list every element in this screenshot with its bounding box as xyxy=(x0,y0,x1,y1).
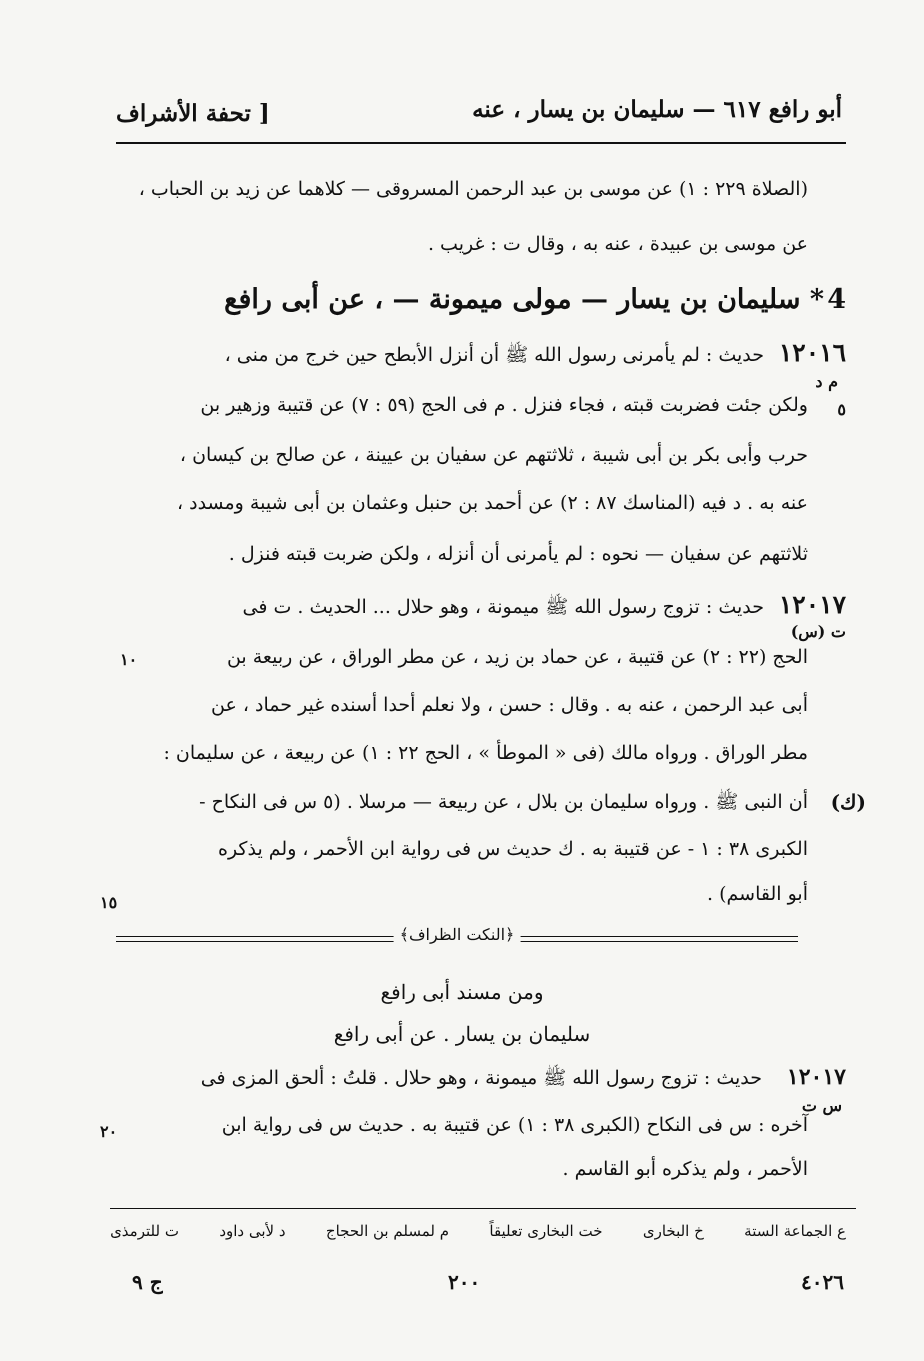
text-line: عن موسى بن عبيدة ، عنه به ، وقال ت : غريب . xyxy=(427,233,808,255)
line-number-margin: ١٥ xyxy=(100,893,118,912)
nukat-divider xyxy=(116,925,798,948)
running-header-title: أبو رافع ٦١٧ — سليمان بن يسار ، عنه xyxy=(472,96,842,123)
margin-sigla: س ت xyxy=(801,1096,842,1115)
text-line: حديث : تزوج رسول الله ﷺ ميمونة ، وهو حلال . قلتُ : ألحق المزى فى xyxy=(200,1067,762,1089)
section-heading: * سليمان بن يسار — مولى ميمونة — ، عن أبى رافع xyxy=(224,284,824,315)
text-line: ولكن جئت فضربت قبته ، فجاء فنزل . م فى الحج (٥٩ : ٧) عن قتيبة وزهير بن xyxy=(200,394,808,416)
hadith-number: ١٢٠١٧ xyxy=(786,1064,846,1090)
margin-sigla-k: (ك) xyxy=(830,790,866,814)
text-line: مطر الوراق . ورواه مالك (فى « الموطأ » ، الحج ٢٢ : ١) عن ربيعة ، عن سليمان : xyxy=(163,742,808,764)
line-number-margin: ٥ xyxy=(837,400,846,419)
header-rule xyxy=(116,142,846,144)
abbreviation-key xyxy=(110,1222,846,1240)
margin-sigla: م د xyxy=(815,372,838,391)
footnote-rule xyxy=(110,1208,856,1209)
text-line: أبى عبد الرحمن ، عنه به . وقال : حسن ، ولا نعلم أحدا أسنده غير حماد ، عن xyxy=(211,694,808,716)
text-line: (الصلاة ٢٢٩ : ١) عن موسى بن عبد الرحمن المسروقى — كلاهما عن زيد بن الحباب ، xyxy=(138,178,808,200)
abbreviation-item: م لمسلم بن الحجاج xyxy=(325,1222,450,1240)
text-line: عنه به . د فيه (المناسك ٨٧ : ٢) عن أحمد بن حنبل وعثمان بن أبى شيبة ومسدد ، xyxy=(176,492,808,514)
hadith-number: ١٢٠١٦ xyxy=(778,338,846,367)
text-line: الحج (٢٢ : ٢) عن قتيبة ، عن حماد بن زيد ، عن مطر الوراق ، عن ربيعة بن xyxy=(226,646,808,668)
text-line: أبو القاسم) . xyxy=(707,883,808,905)
nukat-subtitle: سليمان بن يسار . عن أبى رافع xyxy=(333,1022,591,1046)
line-number-margin: ١٠ xyxy=(120,650,138,669)
text-line: حديث : تزوج رسول الله ﷺ ميمونة ، وهو حلال ... الحديث . ت فى xyxy=(242,596,764,618)
hadith-number: ١٢٠١٧ xyxy=(778,590,846,619)
text-line: أن النبى ﷺ . ورواه سليمان بن بلال ، عن ربيعة — مرسلا . (٥ س فى النكاح - xyxy=(199,791,808,813)
page-number: ٢٠٠ xyxy=(448,1270,481,1294)
abbreviation-item: ت للترمذى xyxy=(110,1222,179,1240)
abbreviation-item: خت البخارى تعليقاً xyxy=(489,1222,603,1240)
text-line: الأحمر ، ولم يذكره أبو القاسم . xyxy=(562,1158,808,1180)
volume-number: ج ٩ xyxy=(132,1270,163,1294)
text-line: حديث : لم يأمرنى رسول الله ﷺ أن أنزل الأبطح حين خرج من منى ، xyxy=(224,344,764,366)
abbreviation-item: خ البخارى xyxy=(642,1222,704,1240)
text-line: حرب وأبى بكر بن أبى شيبة ، ثلاثتهم عن سفيان بن عيينة ، عن صالح بن كيسان ، xyxy=(179,444,808,466)
nukat-title: ومن مسند أبى رافع xyxy=(380,980,544,1004)
footer-sequence-number: ٤٠٢٦ xyxy=(801,1270,844,1294)
text-line: الكبرى ٣٨ : ١ - عن قتيبة به . ك حديث س فى رواية ابن الأحمر ، ولم يذكره xyxy=(217,838,808,860)
running-header-book: [ تحفة الأشراف xyxy=(116,100,270,127)
text-line: ثلاثتهم عن سفيان — نحوه : لم يأمرنى أن أنزله ، ولكن ضربت قبته فنزل . xyxy=(228,543,808,565)
abbreviation-item: د لأبى داود xyxy=(219,1222,286,1240)
section-number: 4 xyxy=(827,284,846,315)
abbreviation-item: ع الجماعة الستة xyxy=(744,1222,846,1240)
line-number-margin: ٢٠ xyxy=(100,1122,118,1141)
text-line: آخره : س فى النكاح (الكبرى ٣٨ : ١) عن قتيبة به . حديث س فى رواية ابن xyxy=(221,1114,808,1136)
divider-label: ﴿النكت الظراف﴾ xyxy=(394,925,521,944)
margin-sigla: ت (س) xyxy=(790,622,846,641)
